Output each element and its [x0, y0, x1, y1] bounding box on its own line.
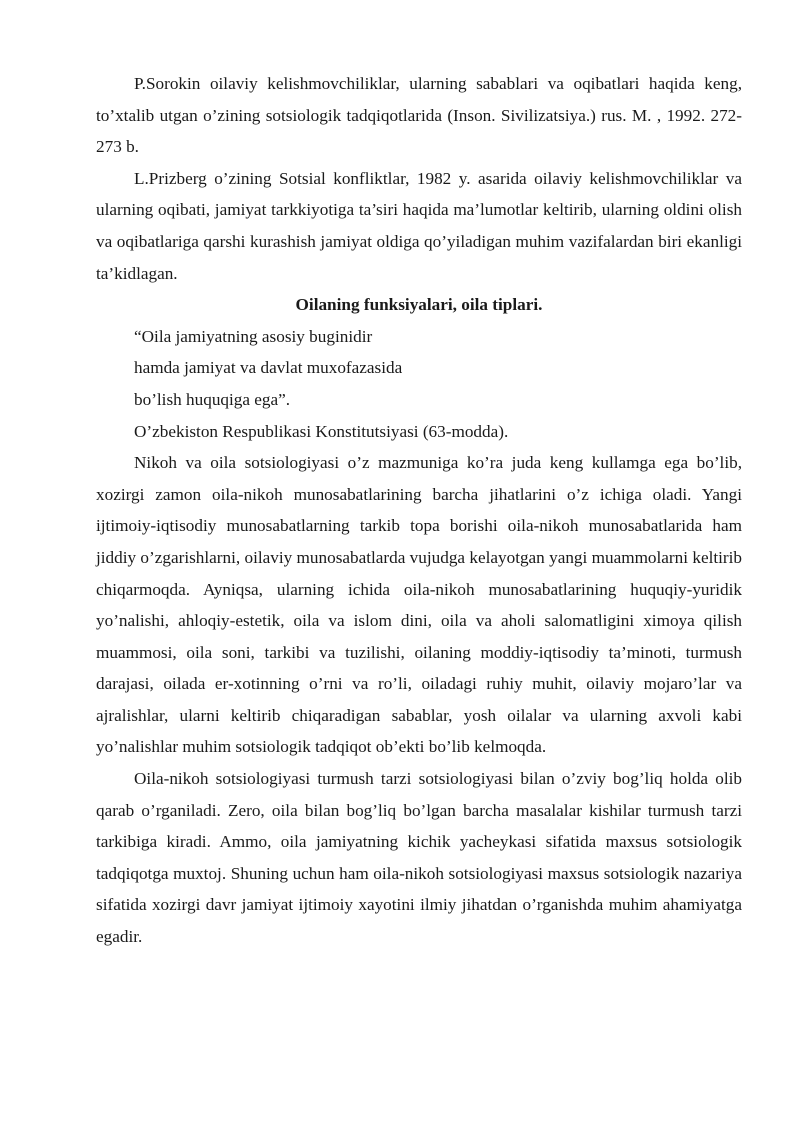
section-heading: Oilaning funksiyalari, oila tiplari.	[295, 295, 543, 315]
paragraph-body-1: Nikoh va oila sotsiologiyasi o’z mazmuniga ko’ra juda keng kullamga ega bo’lib, xozirgi zamon oila-nikoh munosabatlarining barcha jihatlarini o’z ichiga oladi. Yangi ijtimoiy-iqtisodiy munosabatlarning tarkib topa borishi oila-nikoh munosabatlarida ham jiddiy o’zgarishlarni, oilaviy munosabatlarda vujudga kelayotgan yangi muammolarni keltirib chiqarmoqda. Ayniqsa, ularning ichida oila-nikoh munosabatlarining huquqiy-yuridik yo’nalishi, ahloqiy-estetik, oila va islom dini, oila va aholi salomatligini ximoya qilish muammosi, oila soni, tarkibi va tuzilishi, oilaning moddiy-iqtisodiy ta’minoti, turmush darajasi, oilada er-xotinning o’rni va ro’li, oiladagi ruhiy muhit, oilaviy mojaro’lar va ajralishlar, ularni keltirib chiqaradigan sabablar, yosh oilalar va ularning axvoli kabi yo’nalishlar muhim sotsiologik tadqiqot ob’ekti bo’lib kelmoqda.	[96, 453, 742, 757]
epigraph-line-2: hamda jamiyat va davlat muxofazasida	[134, 358, 403, 378]
paragraph-sorokin: P.Sorokin oilaviy kelishmovchiliklar, ularning sabablari va oqibatlari haqida keng, to’xtalib utgan o’zining sotsiologik tadqiqotlarida (Inson. Sivilizatsiya.) rus. M. , 1992. 272-273 b.	[96, 74, 742, 157]
paragraph-body-2: Oila-nikoh sotsiologiyasi turmush tarzi sotsiologiyasi bilan o’zviy bog’liq holda olib qarab o’rganiladi. Zero, oila bilan bog’liq bo’lgan barcha masalalar kishilar turmush tarzi tarkibiga kiradi. Ammo, oila jamiyatning kichik yacheykasi sifatida maxsus sotsiologik tadqiqotga muxtoj. Shuning uchun ham oila-nikoh sotsiologiyasi maxsus sotsiologik nazariya sifatida xozirgi davr jamiyat ijtimoiy xayotini ilmiy jihatdan o’rganishda muhim ahamiyatga egadir.	[96, 769, 742, 947]
epigraph-line-3: bo’lish huquqiga ega”.	[134, 389, 291, 409]
document-page	[96, 68, 742, 953]
epigraph-line-1: “Oila jamiyatning asosiy buginidir	[134, 326, 373, 346]
epigraph-source: O’zbekiston Respublikasi Konstitutsiyasi (63-modda).	[134, 421, 509, 441]
paragraph-prizberg: L.Prizberg o’zining Sotsial konfliktlar, 1982 y. asarida oilaviy kelishmovchiliklar va ularning oqibati, jamiyat tarkkiyotiga ta’siri haqida ma’lumotlar keltirib, ularning oldini olish va oqibatlariga qarshi kurashish jamiyat oldiga qo’yiladigan muhim vazifalardan biri ekanligi ta’kidlagan.	[96, 168, 742, 283]
